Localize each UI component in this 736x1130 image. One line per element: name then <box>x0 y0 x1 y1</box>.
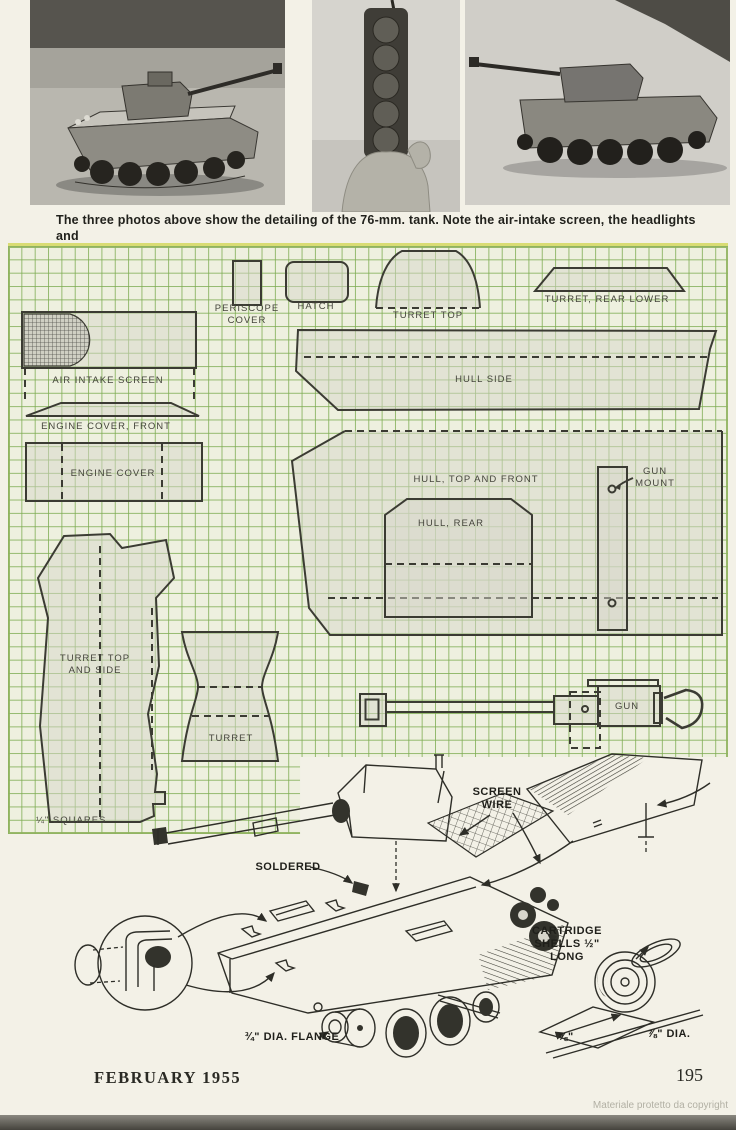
headlight-bracket-3 <box>326 900 344 911</box>
headlight-bracket-1 <box>242 926 260 937</box>
label-turret-top: TURRET TOP <box>392 310 464 321</box>
label-periscope-cover: PERISCOPE COVER <box>214 303 280 326</box>
tank-turret <box>560 64 643 102</box>
label-five-eighths: ⅝" <box>558 1031 574 1043</box>
mesh-area <box>24 314 90 366</box>
gun-barrel <box>166 803 335 844</box>
label-hull-top-front: HULL, TOP AND FRONT <box>413 474 539 485</box>
photo-hand-holding-track <box>312 0 460 212</box>
footer-issue-date: FEBRUARY 1955 <box>94 1068 242 1087</box>
label-quarter-inch-squares: ¼" SQUARES <box>36 815 107 826</box>
caption-line-1: The three photos above show the detailing of the 76-mm. tank. Note the air-intake screen, the headlights and <box>56 213 696 243</box>
piece-gun <box>360 680 702 748</box>
label-hull-side: HULL SIDE <box>455 374 513 385</box>
piece-periscope-cover <box>233 261 261 305</box>
photo-tank-front-quarter-art <box>30 0 285 205</box>
headlight-disc <box>75 945 101 985</box>
photo-tank-front-quarter <box>30 0 285 205</box>
label-seven-eighths: ⅞" DIA. <box>647 1028 691 1040</box>
hull-hatch-1 <box>270 901 314 921</box>
label-turret-top-side: TURRET TOP AND SIDE <box>59 653 131 676</box>
headlight-bracket-2 <box>276 960 294 971</box>
label-hull-rear: HULL, REAR <box>418 518 484 529</box>
soldered-clamp <box>352 881 369 896</box>
tank-turret <box>122 82 192 120</box>
photo-tank-side-view-art <box>465 0 730 205</box>
pivot-pin <box>434 755 444 769</box>
label-soldered: SOLDERED <box>255 861 321 873</box>
label-flange: ¾" DIA. FLANGE <box>244 1031 340 1043</box>
gun-barrel-lines <box>386 702 554 712</box>
piece-turret-rear-lower <box>535 268 684 291</box>
piece-hull-rear <box>385 499 532 617</box>
piece-hatch <box>286 262 348 302</box>
label-engine-cover: ENGINE COVER <box>70 468 156 479</box>
label-hatch: HATCH <box>297 301 335 312</box>
label-turret: TURRET <box>208 733 254 744</box>
assembly-illustration <box>8 745 728 1075</box>
label-screen-wire: SCREEN WIRE <box>472 786 522 811</box>
label-gun: GUN <box>614 701 640 712</box>
bottom-wheels <box>318 992 499 1057</box>
hull-hatch-2 <box>406 921 452 941</box>
turret-mantlet <box>332 799 350 823</box>
gun-hook <box>664 690 702 728</box>
label-gun-mount: GUN MOUNT <box>635 466 675 489</box>
illustration-tank-hull <box>218 877 568 1018</box>
piece-engine-cover-front <box>26 403 199 416</box>
copyright-watermark: Materiale protetto da copyright <box>592 1100 728 1111</box>
label-air-intake-screen: AIR INTAKE SCREEN <box>52 375 164 386</box>
label-engine-cover-front: ENGINE COVER, FRONT <box>41 421 171 432</box>
page-bottom-edge <box>0 1115 736 1130</box>
label-turret-rear-lower: TURRET, REAR LOWER <box>544 294 670 305</box>
track-segments <box>373 17 399 153</box>
photo-background-trees <box>30 0 285 48</box>
photo-hand-holding-track-art <box>312 0 460 212</box>
footer-page-number: 195 <box>676 1065 703 1085</box>
photo-tank-side-view <box>465 0 730 205</box>
muzzle-brake <box>152 827 168 845</box>
detail-circle <box>98 916 192 1010</box>
piece-hull-side <box>296 330 716 410</box>
label-cartridge-shells: CARTRIDGE SHELLS ½" LONG <box>532 925 602 963</box>
